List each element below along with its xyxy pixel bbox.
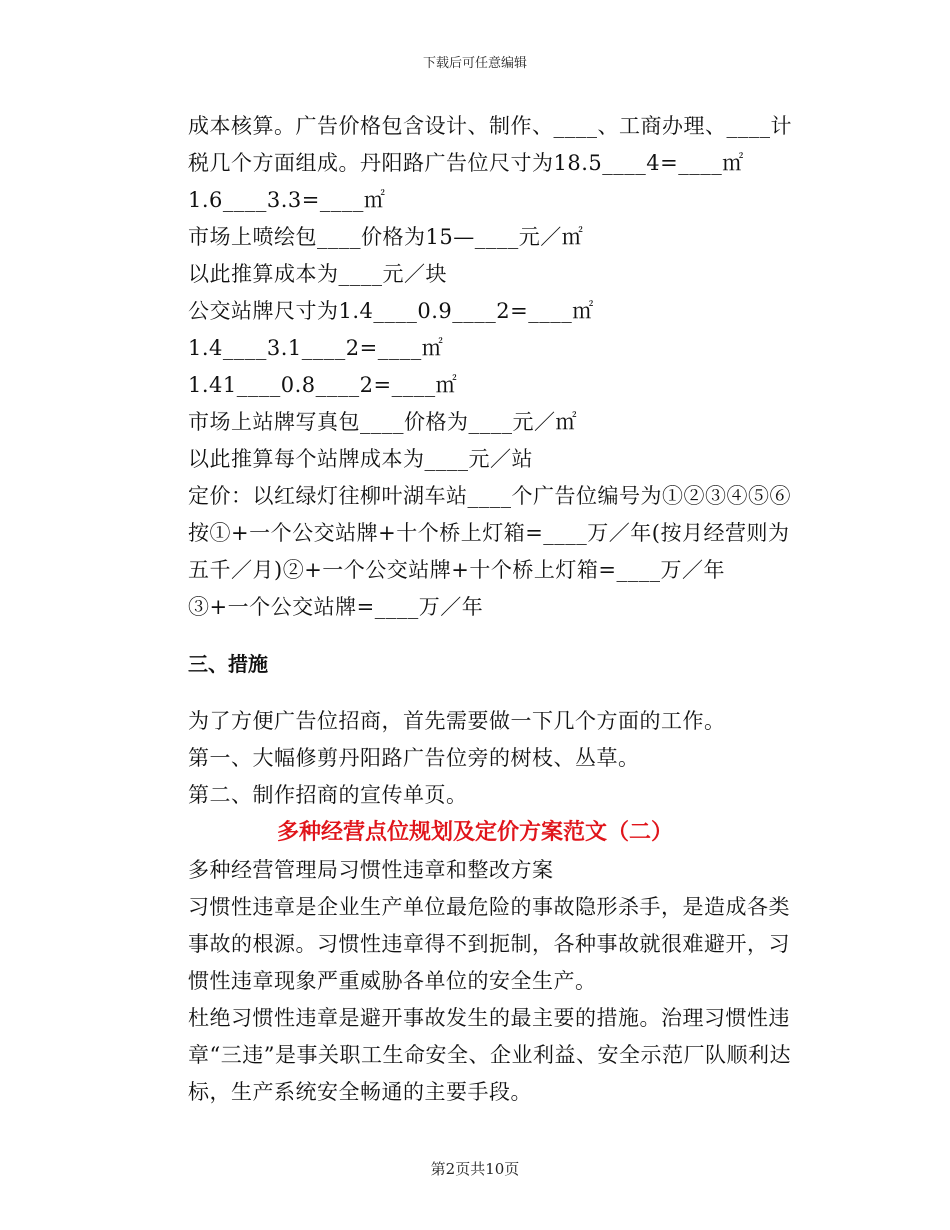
calc-line: 1.4____3.1____2=____㎡ [188,336,444,360]
calc-line: 市场上站牌写真包____价格为____元／㎡ [188,410,577,434]
paragraph-cost-accounting: 成本核算。广告价格包含设计、制作、____、工商办理、____计税几个方面组成。丹阳路广告位尺寸为18.5____4=____㎡ [188,114,792,175]
measure-line: 为了方便广告位招商，首先需要做一下几个方面的工作。 [188,709,726,733]
pricing-line: 定价：以红绿灯往柳叶湖车站____个广告位编号为①②③④⑤⑥ [188,484,791,508]
paragraph: 习惯性违章是企业生产单位最危险的事故隐形杀手，是造成各类事故的根源。习惯性违章得不到扼制，各种事故就很难避开，习惯性违章现象严重威胁各单位的安全生产。 [188,895,790,993]
calc-line: 1.6____3.3=____㎡ [188,188,386,212]
measure-line: 第二、制作招商的宣传单页。 [188,783,468,807]
calc-line: 以此推算成本为____元／块 [188,262,447,286]
document-body [142,108,808,1111]
pricing-line: 按①+一个公交站牌+十个桥上灯箱=____万／年(按月经营则为五千／月)②+一个公交站牌+十个桥上灯箱=____万／年 [188,521,790,582]
calc-line: 市场上喷绘包____价格为15—____元／㎡ [188,225,584,249]
document-subtitle: 多种经营管理局习惯性违章和整改方案 [188,858,554,882]
document-title: 多种经营点位规划及定价方案范文（二） [276,820,673,845]
page-footer: 第2页共10页 [430,1160,520,1178]
paragraph: 杜绝习惯性违章是避开事故发生的最主要的措施。治理习惯性违章“三违”是事关职工生命安全、企业利益、安全示范厂队顺利达标，生产系统安全畅通的主要手段。 [188,1006,791,1104]
calc-line: 以此推算每个站牌成本为____元／站 [188,447,533,471]
section-heading: 三、措施 [188,652,268,676]
pricing-line: ③+一个公交站牌=____万／年 [188,595,484,619]
page-header: 下载后可任意编辑 [422,56,527,71]
calc-line: 公交站牌尺寸为1.4____0.9____2=____㎡ [188,299,594,323]
calc-line: 1.41____0.8____2=____㎡ [188,373,458,397]
measure-line: 第一、大幅修剪丹阳路广告位旁的树枝、丛草。 [188,746,640,770]
